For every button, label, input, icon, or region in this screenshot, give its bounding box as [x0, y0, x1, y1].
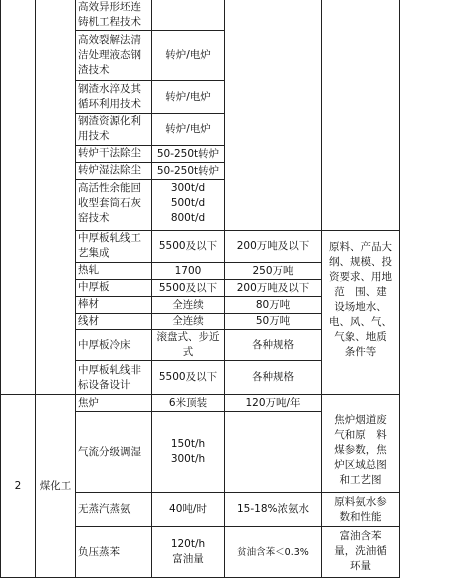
cell-scale: 50-250t转炉 [156, 164, 220, 177]
cell-scale: 全连续 [172, 298, 204, 311]
cell-scale: 转炉/电炉 [165, 49, 211, 61]
cell-capacity: 120万吨/年 [245, 396, 301, 409]
cell-name: 线材 [78, 315, 99, 327]
cell-note: 焦炉烟道废 气和原 料 煤参数，焦 炉区域总图 和工艺图 [334, 414, 387, 486]
cell-name: 中厚板轧线非 标设备设计 [78, 364, 141, 391]
cell-name: 钢渣水淬及其 循环利用技术 [78, 83, 141, 110]
cell-name: 高活性余能回 收型套筒石灰 窑技术 [78, 182, 141, 224]
cell-name: 钢渣资源化利 用技术 [78, 115, 141, 142]
cell-name: 负压蒸苯 [78, 545, 120, 558]
cell-scale: 120t/h 富油量 [170, 538, 206, 565]
cell-scale: 5500及以下 [158, 240, 218, 252]
cell-capacity: 各种规格 [252, 371, 294, 383]
cell-name: 转炉湿法除尘 [78, 164, 141, 176]
cell-scale: 1700 [174, 264, 202, 277]
cell-index: 2 [14, 479, 22, 492]
cell-name: 热轧 [78, 264, 99, 276]
cell-capacity: 200万吨及以下 [236, 240, 310, 252]
cell-name: 中厚板轧线工 艺集成 [78, 232, 141, 259]
cell-name: 棒材 [78, 298, 99, 310]
cell-name: 中厚板冷床 [78, 338, 131, 351]
cell-note: 原料氨水参 数和性能 [334, 495, 387, 523]
cell-capacity: 250万吨 [252, 264, 294, 277]
cell-note: 富油含苯 量，洗油循 环量 [334, 530, 387, 572]
cell-scale: 全连续 [172, 315, 204, 327]
table-border-right [399, 0, 400, 578]
row-divider [75, 179, 224, 180]
cell-capacity: 200万吨及以下 [236, 281, 310, 294]
cell-name: 气流分级调湿 [78, 445, 141, 458]
cell-name: 焦炉 [78, 396, 99, 409]
cell-capacity: 50万吨 [255, 315, 291, 327]
cell-scale: 150t/h 300t/h [170, 438, 206, 465]
cell-scale: 300t/d 500t/d 800t/d [170, 182, 206, 224]
cell-scale: 5500及以下 [158, 371, 218, 383]
cell-name: 无蒸汽蒸氨 [78, 503, 131, 515]
cell-name: 中厚板 [78, 281, 110, 293]
cell-requirements-note: 原料、产品大 纲、规模、投 资要求、用地 范 围、建 设场地水、 电、风、气、 气象、地质 条件等 [329, 241, 392, 358]
cell-scale: 6米顶装 [168, 396, 208, 409]
cell-scale: 转炉/电炉 [165, 90, 211, 103]
cell-scale: 转炉/电炉 [165, 123, 211, 135]
cell-name: 高效异形坯连 铸机工程技术 [78, 1, 141, 28]
cell-capacity: 各种规格 [252, 338, 294, 351]
cell-capacity: 80万吨 [255, 298, 291, 311]
cell-scale: 5500及以下 [158, 281, 218, 294]
cell-capacity: 贫油含苯＜0.3% [237, 546, 309, 558]
cell-category: 煤化工 [39, 479, 72, 492]
cell-name: 高效裂解法清 洁处理液态钢 渣技术 [78, 34, 141, 76]
cell-scale: 滚盘式、步近 式 [156, 331, 220, 358]
cell-scale: 40吨/时 [169, 503, 207, 515]
cell-capacity: 15-18%浓氨水 [237, 503, 309, 515]
cell-name: 转炉干法除尘 [78, 147, 141, 159]
cell-scale: 50-250t转炉 [156, 147, 220, 160]
